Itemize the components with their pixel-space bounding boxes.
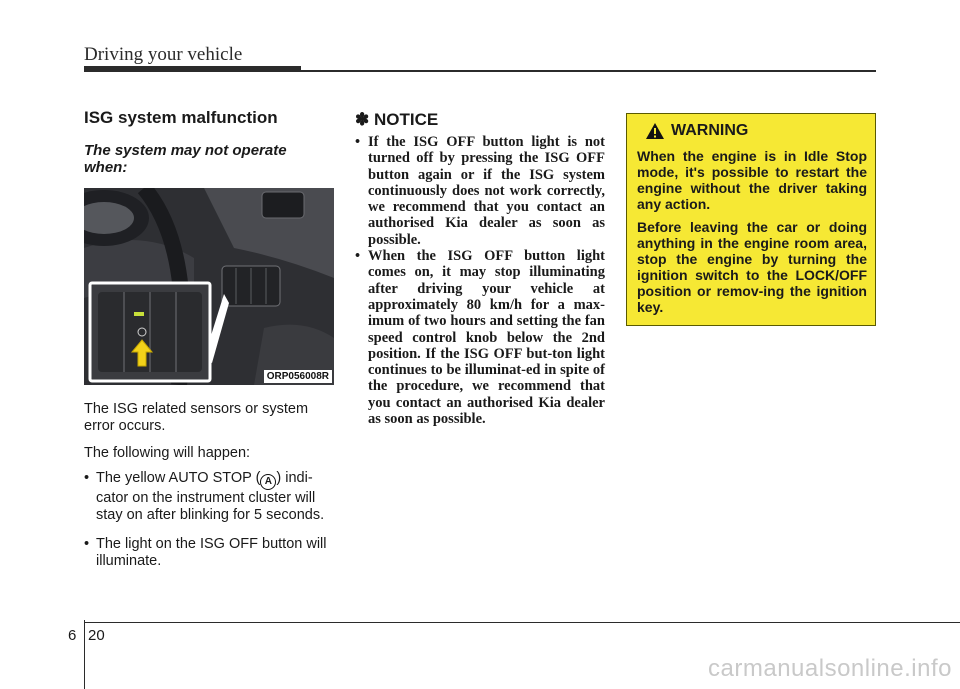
footer-vertical-rule [84, 620, 85, 689]
column-middle [355, 110, 605, 427]
section-title: ISG system malfunction [84, 108, 278, 127]
page-number: 20 [88, 627, 105, 644]
warning-paragraph: Before leaving the car or doing anything in the engine room area, stop the engine by turning the ignition switch to the LOCK/OFF position or remov-ing the ignition key. [637, 219, 867, 315]
page-header-title: Driving your vehicle [84, 44, 243, 65]
figure-caption: ORP056008R [264, 370, 332, 383]
column-left [84, 108, 334, 582]
notice-list [355, 134, 605, 427]
dashboard-photo [84, 188, 334, 385]
list-item: • The light on the ISG OFF button will illuminate. [84, 536, 327, 569]
section-subtitle: The system may not operate when: [84, 142, 287, 176]
auto-stop-icon: A [260, 474, 276, 490]
para-following: The following will happen: [84, 445, 251, 461]
warning-box [626, 113, 876, 326]
list-item: • If the ISG OFF button light is not turned off by pressing the ISG OFF button again or if the ISG system continuously does not work correctly, we recommend that you contact an authorised Kia dealer as soon as possible. [355, 134, 605, 248]
list-item: • The yellow AUTO STOP ( A ) indi-cator on the instrument cluster will stay on after blinking for 5 seconds. [84, 470, 325, 523]
notice-title: ✽ NOTICE [355, 110, 439, 129]
footer-rule [84, 622, 960, 623]
dashboard-illustration [84, 188, 334, 385]
warning-triangle-icon [645, 122, 665, 140]
warning-paragraph: When the engine is in Idle Stop mode, it's possible to restart the engine without the driver taking any action. [637, 148, 867, 212]
chapter-number: 6 [68, 627, 77, 644]
warning-title: WARNING [671, 122, 749, 139]
para-sensor-error: The ISG related sensors or system error occurs. [84, 401, 309, 434]
warning-header [645, 122, 867, 140]
bullet-list [84, 470, 334, 570]
header-rule [84, 70, 876, 72]
watermark: carmanualsonline.info [708, 655, 952, 682]
list-item: • When the ISG OFF button light comes on, it may stop illuminating after driving your vehicle at approximately 80 km/h for a max-imum of two hours and setting the fan speed control knob below the 2nd position. If the ISG OFF but-ton light continues to be illuminat-ed in spite of the procedure, we recommend that you contact an authorised Kia dealer as soon as possible. [355, 248, 605, 428]
